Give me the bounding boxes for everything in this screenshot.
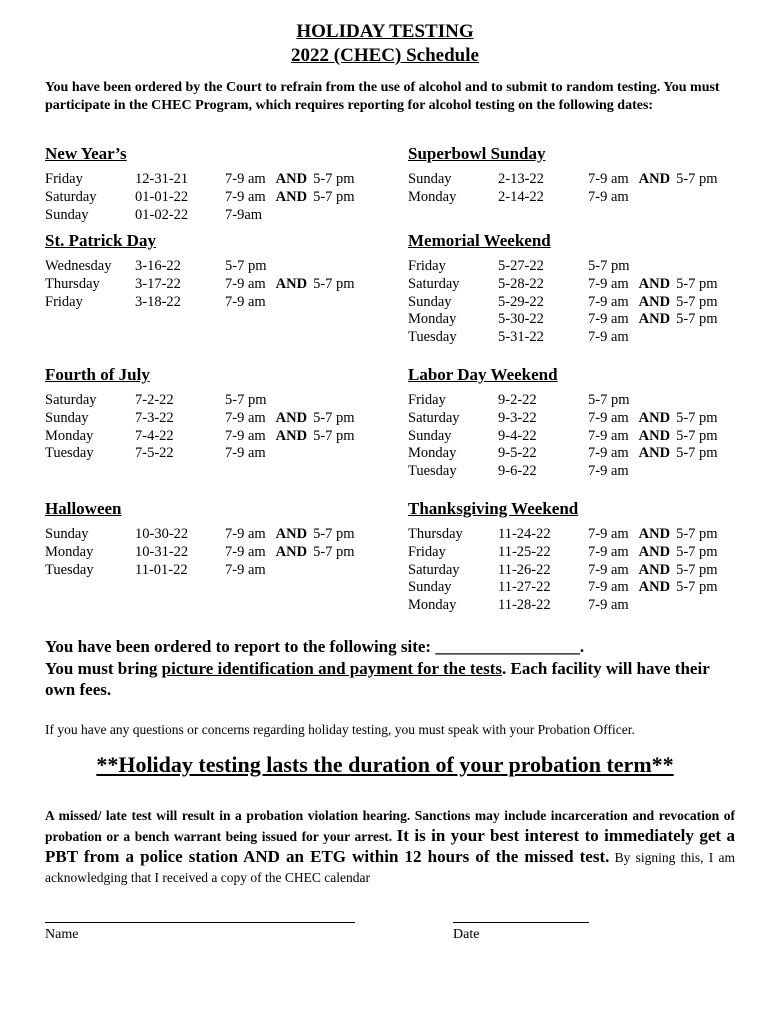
schedule-row bbox=[45, 189, 385, 207]
date-cell: 11-24-22 bbox=[498, 526, 551, 542]
day-cell: Friday bbox=[408, 543, 446, 560]
schedule-row bbox=[45, 428, 385, 446]
evening-time: 5-7 pm bbox=[313, 409, 355, 426]
day-cell: Monday bbox=[408, 311, 457, 328]
and-connector: AND bbox=[275, 275, 308, 292]
day-cell: Saturday bbox=[45, 392, 97, 408]
time-cell bbox=[225, 526, 355, 543]
date-cell: 3-17-22 bbox=[135, 275, 181, 292]
date-cell: 12-31-21 bbox=[135, 171, 189, 187]
morning-time: 5-7 pm bbox=[588, 392, 630, 408]
date-cell: 5-27-22 bbox=[498, 258, 544, 274]
evening-time: 5-7 pm bbox=[313, 171, 355, 187]
time-cell bbox=[588, 597, 629, 614]
day-cell: Friday bbox=[408, 258, 446, 274]
section-title: Superbowl Sunday bbox=[408, 144, 546, 163]
time-cell bbox=[225, 410, 355, 427]
schedule-row bbox=[408, 276, 748, 294]
evening-time: 5-7 pm bbox=[313, 427, 355, 444]
name-label: Name bbox=[45, 927, 79, 942]
schedule-row bbox=[45, 562, 385, 580]
section-fourth-of-july bbox=[45, 365, 385, 463]
schedule-row bbox=[408, 463, 748, 481]
section-title: Labor Day Weekend bbox=[408, 365, 558, 384]
and-connector: AND bbox=[275, 409, 308, 426]
time-cell bbox=[225, 428, 355, 445]
morning-time: 7-9 am bbox=[588, 409, 629, 426]
morning-time: 7-9 am bbox=[225, 543, 266, 560]
time-cell bbox=[588, 463, 629, 480]
date-cell: 7-5-22 bbox=[135, 445, 174, 462]
date-cell: 11-25-22 bbox=[498, 543, 551, 560]
section-memorial-weekend bbox=[408, 231, 748, 347]
evening-time: 5-7 pm bbox=[676, 543, 718, 560]
day-cell: Saturday bbox=[408, 409, 460, 426]
time-cell bbox=[588, 445, 718, 462]
date-cell: 7-4-22 bbox=[135, 427, 174, 444]
schedule-row bbox=[45, 526, 385, 544]
schedule-row bbox=[408, 258, 748, 276]
schedule-row bbox=[408, 445, 748, 463]
morning-time: 7-9 am bbox=[588, 597, 629, 614]
morning-time: 7-9 am bbox=[225, 427, 266, 444]
time-cell bbox=[588, 562, 718, 579]
day-cell: Wednesday bbox=[45, 258, 112, 274]
schedule-row bbox=[45, 392, 385, 410]
time-cell bbox=[225, 392, 266, 409]
morning-time: 5-7 pm bbox=[225, 392, 267, 408]
evening-time: 5-7 pm bbox=[676, 275, 718, 292]
day-cell: Saturday bbox=[408, 561, 460, 578]
date-cell: 01-02-22 bbox=[135, 206, 189, 223]
date-cell: 10-31-22 bbox=[135, 543, 189, 560]
schedule-row bbox=[408, 562, 748, 580]
and-connector: AND bbox=[638, 275, 671, 292]
date-label: Date bbox=[453, 927, 480, 942]
date-cell: 7-3-22 bbox=[135, 409, 174, 426]
section-st-patrick bbox=[45, 231, 385, 311]
date-cell: 7-2-22 bbox=[135, 392, 174, 408]
time-cell bbox=[588, 276, 718, 293]
evening-time: 5-7 pm bbox=[676, 311, 718, 328]
evening-time: 5-7 pm bbox=[676, 579, 718, 596]
time-cell bbox=[588, 579, 718, 596]
and-connector: AND bbox=[275, 427, 308, 444]
questions-note: If you have any questions or concerns regarding holiday testing, you must speak with your Probation Officer. bbox=[45, 722, 635, 737]
name-signature-line[interactable] bbox=[45, 922, 355, 923]
and-connector: AND bbox=[638, 293, 671, 310]
evening-time: 5-7 pm bbox=[676, 293, 718, 310]
duration-notice: **Holiday testing lasts the duration of your probation term** bbox=[96, 752, 674, 777]
missed-test-text: A missed/ late test will result in a probation violation hearing. Sanctions may include incarceration and revocation of probation or a bench warrant being issued for your arrest. bbox=[45, 808, 735, 844]
time-cell bbox=[225, 445, 266, 462]
day-cell: Tuesday bbox=[408, 463, 457, 480]
report-site-line: You have been ordered to report to the following site: _________________. bbox=[45, 637, 585, 656]
and-connector: AND bbox=[638, 543, 671, 560]
time-cell bbox=[225, 189, 355, 206]
day-cell: Tuesday bbox=[45, 561, 94, 578]
and-connector: AND bbox=[638, 561, 671, 578]
evening-time: 5-7 pm bbox=[313, 543, 355, 560]
time-cell bbox=[588, 294, 718, 311]
date-cell: 5-30-22 bbox=[498, 311, 544, 328]
morning-time: 7-9 am bbox=[588, 463, 629, 480]
report-site-paragraph bbox=[45, 636, 735, 701]
and-connector: AND bbox=[275, 526, 308, 542]
morning-time: 7-9 am bbox=[225, 526, 266, 542]
morning-time: 7-9 am bbox=[588, 311, 629, 328]
schedule-row bbox=[408, 526, 748, 544]
day-cell: Sunday bbox=[408, 293, 452, 310]
morning-time: 7-9 am bbox=[225, 275, 266, 292]
intro-paragraph: You have been ordered by the Court to refrain from the use of alcohol and to submit to random testing. You must participate in the CHEC Program, which requires reporting for alcohol testing on the following dates: bbox=[45, 80, 720, 113]
schedule-row bbox=[408, 294, 748, 312]
morning-time: 7-9 am bbox=[588, 427, 629, 444]
evening-time: 5-7 pm bbox=[313, 275, 355, 292]
morning-time: 7-9 am bbox=[588, 293, 629, 310]
acknowledgement-text: By signing this, I am acknowledging that I received a copy of the CHEC calendar bbox=[45, 850, 735, 885]
morning-time: 7-9 am bbox=[225, 561, 266, 578]
morning-time: 7-9 am bbox=[225, 293, 266, 310]
day-cell: Thursday bbox=[408, 526, 463, 542]
morning-time: 5-7 pm bbox=[588, 258, 630, 274]
and-connector: AND bbox=[638, 311, 671, 328]
day-cell: Saturday bbox=[408, 275, 460, 292]
morning-time: 7-9 am bbox=[588, 171, 629, 187]
evening-time: 5-7 pm bbox=[676, 171, 718, 187]
section-superbowl-sunday bbox=[408, 144, 748, 207]
document-subtitle: 2022 (CHEC) Schedule bbox=[291, 45, 479, 66]
schedule-row bbox=[408, 392, 748, 410]
date-cell: 11-27-22 bbox=[498, 579, 551, 596]
evening-time: 5-7 pm bbox=[676, 409, 718, 426]
date-cell: 9-3-22 bbox=[498, 409, 537, 426]
day-cell: Friday bbox=[45, 293, 83, 310]
time-cell bbox=[225, 258, 266, 275]
date-cell: 3-18-22 bbox=[135, 293, 181, 310]
schedule-row bbox=[408, 329, 748, 347]
section-halloween bbox=[45, 499, 385, 579]
morning-time: 7-9 am bbox=[225, 171, 266, 187]
morning-time: 7-9am bbox=[225, 206, 263, 223]
and-connector: AND bbox=[638, 579, 671, 596]
and-connector: AND bbox=[275, 188, 308, 205]
date-cell: 11-26-22 bbox=[498, 561, 551, 578]
morning-time: 7-9 am bbox=[588, 561, 629, 578]
time-cell bbox=[225, 562, 266, 579]
time-cell bbox=[225, 294, 266, 311]
and-connector: AND bbox=[638, 445, 671, 462]
date-cell: 11-01-22 bbox=[135, 561, 188, 578]
schedule-row bbox=[45, 276, 385, 294]
document-title: HOLIDAY TESTING bbox=[296, 21, 474, 42]
time-cell bbox=[588, 526, 718, 543]
schedule-row bbox=[408, 410, 748, 428]
evening-time: 5-7 pm bbox=[313, 188, 355, 205]
date-cell: 2-14-22 bbox=[498, 188, 544, 205]
section-title: New Year’s bbox=[45, 144, 127, 163]
time-cell bbox=[588, 258, 629, 275]
and-connector: AND bbox=[638, 427, 671, 444]
time-cell bbox=[588, 329, 629, 346]
schedule-row bbox=[408, 544, 748, 562]
morning-time: 7-9 am bbox=[588, 543, 629, 560]
schedule-row bbox=[45, 294, 385, 312]
schedule-row bbox=[45, 171, 385, 189]
day-cell: Thursday bbox=[45, 275, 100, 292]
section-title: Halloween bbox=[45, 499, 122, 518]
morning-time: 7-9 am bbox=[588, 188, 629, 205]
schedule-row bbox=[408, 311, 748, 329]
schedule-row bbox=[408, 189, 748, 207]
and-connector: AND bbox=[638, 526, 671, 542]
morning-time: 7-9 am bbox=[588, 526, 629, 542]
day-cell: Monday bbox=[45, 427, 94, 444]
date-cell: 11-28-22 bbox=[498, 597, 551, 614]
section-title: Memorial Weekend bbox=[408, 231, 551, 250]
morning-time: 5-7 pm bbox=[225, 258, 267, 274]
time-cell bbox=[588, 410, 718, 427]
morning-time: 7-9 am bbox=[588, 275, 629, 292]
section-labor-day-weekend bbox=[408, 365, 748, 481]
and-connector: AND bbox=[275, 543, 308, 560]
evening-time: 5-7 pm bbox=[676, 526, 718, 542]
date-cell: 5-29-22 bbox=[498, 293, 544, 310]
schedule-row bbox=[45, 410, 385, 428]
morning-time: 7-9 am bbox=[225, 445, 266, 462]
time-cell bbox=[588, 428, 718, 445]
schedule-row bbox=[408, 428, 748, 446]
morning-time: 7-9 am bbox=[588, 329, 629, 346]
date-cell: 10-30-22 bbox=[135, 526, 189, 542]
day-cell: Monday bbox=[45, 543, 94, 560]
time-cell bbox=[225, 171, 355, 188]
morning-time: 7-9 am bbox=[588, 579, 629, 596]
evening-time: 5-7 pm bbox=[313, 526, 355, 542]
time-cell bbox=[225, 544, 355, 561]
bring-suffix: . Each facility will have their own fees. bbox=[45, 658, 710, 699]
date-cell: 5-31-22 bbox=[498, 329, 544, 346]
date-cell: 01-01-22 bbox=[135, 188, 189, 205]
date-cell: 9-4-22 bbox=[498, 427, 537, 444]
date-cell: 3-16-22 bbox=[135, 258, 181, 274]
day-cell: Monday bbox=[408, 188, 457, 205]
time-cell bbox=[588, 189, 629, 206]
best-interest-text: It is in your best interest to immediately get a PBT from a police station AND an ETG within 12 hours of the missed test. bbox=[45, 826, 735, 866]
and-connector: AND bbox=[638, 409, 671, 426]
evening-time: 5-7 pm bbox=[676, 427, 718, 444]
time-cell bbox=[225, 207, 262, 224]
day-cell: Sunday bbox=[45, 526, 89, 542]
section-title: Thanksgiving Weekend bbox=[408, 499, 579, 518]
time-cell bbox=[588, 171, 718, 188]
day-cell: Monday bbox=[408, 445, 457, 462]
section-title: St. Patrick Day bbox=[45, 231, 156, 250]
bring-prefix: You must bring bbox=[45, 658, 162, 678]
schedule-row bbox=[408, 171, 748, 189]
and-connector: AND bbox=[275, 171, 308, 187]
morning-time: 7-9 am bbox=[588, 445, 629, 462]
evening-time: 5-7 pm bbox=[676, 561, 718, 578]
date-signature-line[interactable] bbox=[453, 922, 589, 923]
day-cell: Sunday bbox=[408, 171, 452, 187]
schedule-row bbox=[45, 207, 385, 225]
date-cell: 2-13-22 bbox=[498, 171, 544, 187]
day-cell: Friday bbox=[45, 171, 83, 187]
day-cell: Saturday bbox=[45, 188, 97, 205]
section-thanksgiving-weekend bbox=[408, 499, 748, 615]
time-cell bbox=[588, 311, 718, 328]
schedule-row bbox=[408, 579, 748, 597]
day-cell: Sunday bbox=[45, 409, 89, 426]
date-cell: 5-28-22 bbox=[498, 275, 544, 292]
day-cell: Monday bbox=[408, 597, 457, 614]
schedule-row bbox=[45, 258, 385, 276]
bring-underlined: picture identification and payment for the tests bbox=[161, 658, 502, 678]
morning-time: 7-9 am bbox=[225, 188, 266, 205]
section-title: Fourth of July bbox=[45, 365, 150, 384]
bring-id-line bbox=[45, 658, 735, 701]
date-cell: 9-6-22 bbox=[498, 463, 537, 480]
and-connector: AND bbox=[638, 171, 671, 187]
day-cell: Sunday bbox=[408, 579, 452, 596]
day-cell: Friday bbox=[408, 392, 446, 408]
date-cell: 9-2-22 bbox=[498, 392, 537, 408]
day-cell: Sunday bbox=[408, 427, 452, 444]
missed-test-warning bbox=[45, 806, 735, 888]
schedule-row bbox=[408, 597, 748, 615]
section-new-years bbox=[45, 144, 385, 224]
time-cell bbox=[588, 392, 629, 409]
time-cell bbox=[225, 276, 355, 293]
schedule-row bbox=[45, 544, 385, 562]
day-cell: Tuesday bbox=[45, 445, 94, 462]
day-cell: Sunday bbox=[45, 206, 89, 223]
time-cell bbox=[588, 544, 718, 561]
evening-time: 5-7 pm bbox=[676, 445, 718, 462]
schedule-row bbox=[45, 445, 385, 463]
date-cell: 9-5-22 bbox=[498, 445, 537, 462]
morning-time: 7-9 am bbox=[225, 409, 266, 426]
day-cell: Tuesday bbox=[408, 329, 457, 346]
